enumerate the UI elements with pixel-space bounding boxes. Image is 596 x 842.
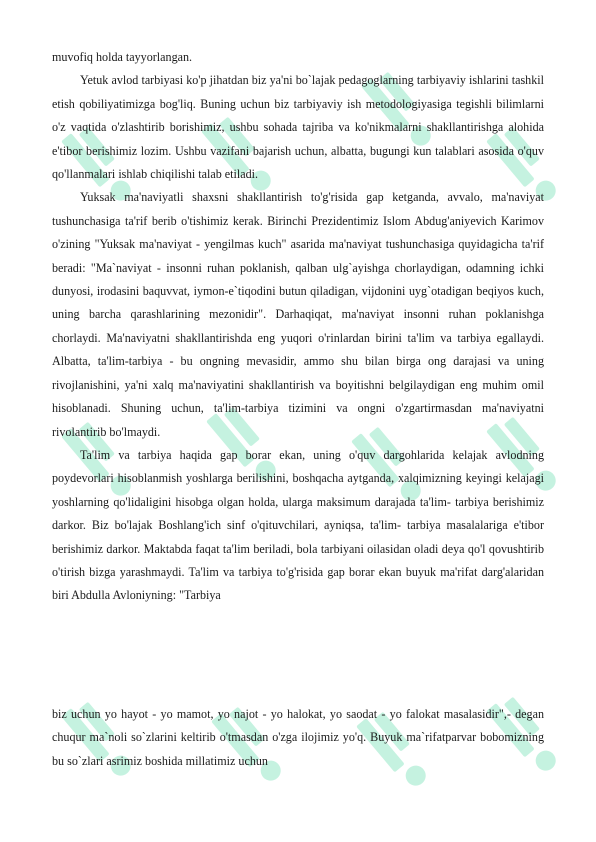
body-text-main xyxy=(52,46,544,608)
paragraph-continuation: muvofiq holda tayyorlangan. xyxy=(52,50,193,64)
paragraph-talim-tarbiya: Ta'lim va tarbiya haqida gap borar ekan, uning o'quv dargohlarida kelajak avlodning poydevorlari hisoblanmish yoshlarga berilishini, boshqacha aytganda, xalqimizning keyingi kelajagi yoshlarning qo'lidaligini hisobga olgan holda, ularga maksimum darajada ta'lim- tarbiya berishimiz darkor. Biz bo'lajak Boshlang'ich sinf o'qituvchilari, ayniqsa, ta'lim- tarbiya masalalariga e'tibor berishimiz darkor. Maktabda faqat ta'lim beriladi, bola tarbiyani oilasidan oladi deya qo'l qovushtirib o'tirish bizga yarashmaydi. Ta'lim va tarbiya to'g'risida gap borar ekan buyuk ma'rifat darg'alaridan biri Abdulla Avloniyning: "Tarbiya xyxy=(52,447,544,603)
paragraph-manaviyat: Yuksak ma'naviyatli shaxsni shakllantirish to'g'risida gap ketganda, avvalo, ma'naviyat tushunchasiga ta'rif berib o'tishimiz kerak. Birinchi Prezidentimiz Islom Abdug'aniyevich Karimov o'zining "Yuksak ma'naviyat - yengilmas kuch" asarida ma'naviyat tushunchasiga quyidagicha ta'rif beradi: "Ma`naviyat - insonni ruhan poklanish, qalban ulg`ayishga chorlaydigan, odamning ichki dunyosi, irodasini baquvvat, iymon-e`tiqodini butun qiladigan, vijdonini uyg`otadigan beqiyos kuch, uning barcha qarashlarining mezonidir". Darhaqiqat, ma'naviyat insonni ruhan poklanishga chorlaydi. Ma'naviyatni shakllantirishda eng yuqori o'rinlardan birini ta'lim va tarbiya egallaydi. Albatta, ta'lim-tarbiya - bu ongning mevasidir, ammo shu bilan birga ong darajasi va uning rivojlanishini, ya'ni xalq ma'naviyatini shakllantirish va boyitishni belgilaydigan eng muhim omil hisoblanadi. Shuning uchun, ta'lim-tarbiya tizimini va ongni o'zgartirmasdan ma'naviyatni rivolantirib bo'lmaydi. xyxy=(52,190,544,439)
paragraph-tarbiya: Yetuk avlod tarbiyasi ko'p jihatdan biz ya'ni bo`lajak pedagoglarning tarbiyaviy ishlarini tashkil etish qobiliyatimizga bog'liq. Buning uchun biz tarbiyaviy ish metodologiyasiga tegishli bilimlarni o'z vaqtida o'zlashtirib borishimiz, ushbu sohada tajriba va ko'nikmalarni shakllantirishga alohida e'tibor berishimiz lozim. Ushbu vazifani bajarish uchun, albatta, bugungi kun talablari asosida o'quv qo'llanmalari ishlab chiqilishi talab etiladi. xyxy=(52,73,544,182)
paragraph-avloniy-quote: biz uchun yo hayot - yo mamot, yo najot - yo halokat, yo saodat - yo falokat masalasidir",- degan chuqur ma`noli so`zlarini keltirib o'tmasdan o'zga ilojimiz yo'q. Buyuk ma`rifatparvar bobomizning bu so`zlari asrimiz boshida millatimiz uchun xyxy=(52,707,544,768)
body-text-continued xyxy=(52,703,544,773)
